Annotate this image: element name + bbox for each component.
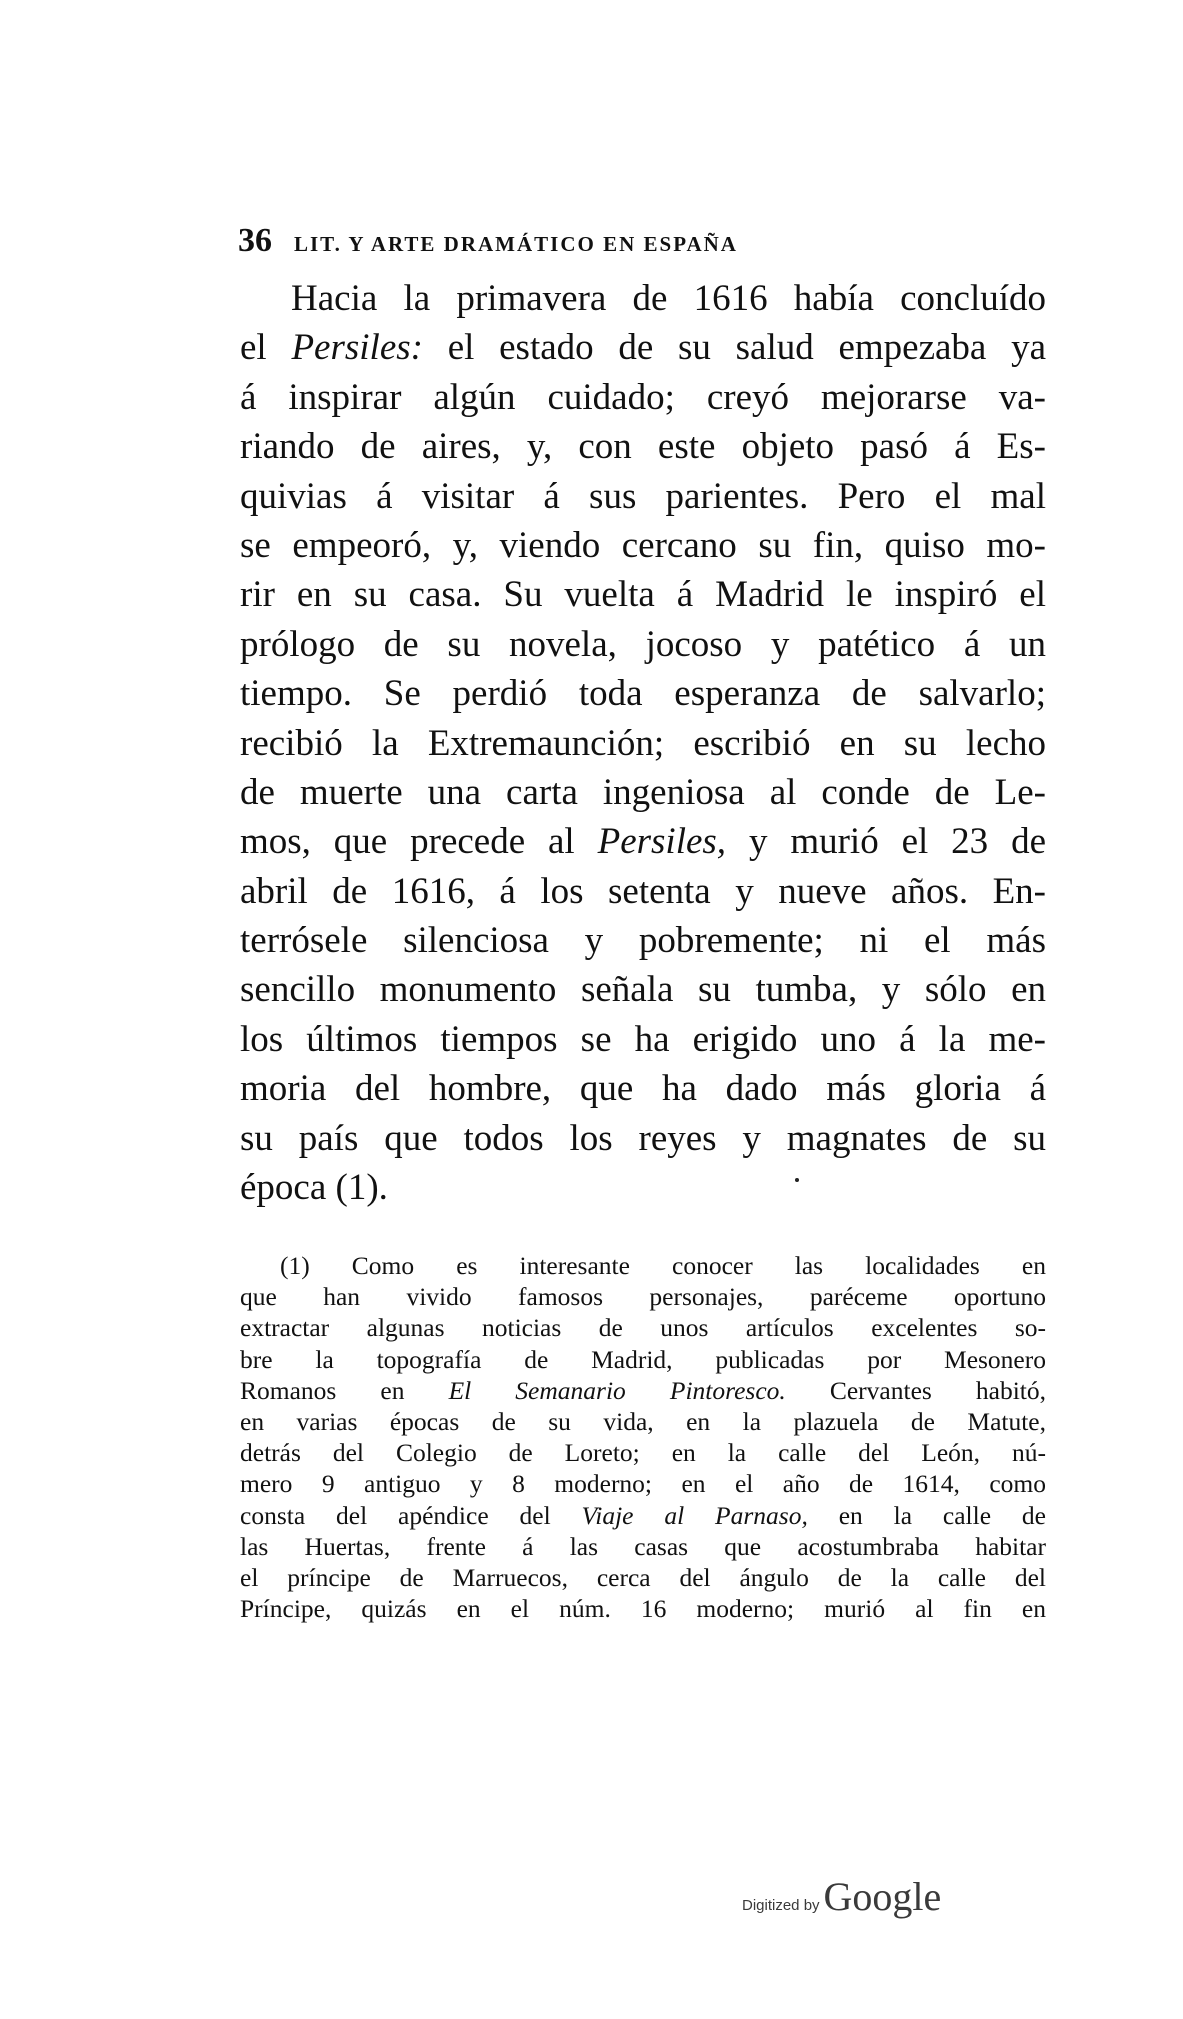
paragraph-line: prólogo de su novela, jocoso y patético á un	[240, 623, 1046, 665]
footnote-line: el príncipe de Marruecos, cerca del ángulo de la calle del	[240, 1562, 1046, 1592]
footnote-line: las Huertas, frente á las casas que acostumbraba habitar	[240, 1531, 1046, 1561]
paragraph-line: moria del hombre, que ha dado más gloria á	[240, 1068, 1046, 1110]
paragraph-line: á inspirar algún cuidado; creyó mejorarse va-	[240, 376, 1046, 418]
paragraph-line: riando de aires, y, con este objeto pasó á Es-	[240, 426, 1046, 468]
page-header	[238, 222, 1038, 258]
italic-title-viaje: Viaje al Parnaso,	[581, 1500, 808, 1530]
text-run: mos, que precede al	[240, 821, 598, 863]
italic-title-persiles: Persiles,	[597, 821, 727, 863]
footnote-line: bre la topografía de Madrid, publicadas por Mesonero	[240, 1344, 1046, 1374]
paragraph-line: abril de 1616, á los setenta y nueve años. En-	[240, 870, 1046, 912]
paragraph-line: su país que todos los reyes y magnates de su	[240, 1117, 1046, 1159]
paragraph-line: se empeoró, y, viendo cercano su fin, quiso mo-	[240, 524, 1046, 566]
text-run: y murió el 23 de	[726, 821, 1046, 863]
text-run: Cervantes habitó,	[785, 1375, 1047, 1405]
paragraph-line: quivias á visitar á sus parientes. Pero el mal	[240, 475, 1046, 517]
text-run: consta del apéndice del	[240, 1500, 582, 1530]
italic-title-semanario: El Semanario Pintoresco.	[448, 1375, 786, 1405]
footnote	[240, 1250, 1046, 1624]
paragraph-line: recibió la Extremaunción; escribió en su lecho	[240, 722, 1046, 764]
text-run: en la calle de	[807, 1500, 1046, 1530]
footnote-line	[240, 1500, 1046, 1531]
footnote-line: en varias épocas de su vida, en la plazuela de Matute,	[240, 1406, 1046, 1436]
paragraph-line: terrósele silenciosa y pobremente; ni el más	[240, 920, 1046, 962]
google-logo: Google	[823, 1874, 942, 1919]
text-run: Romanos en	[240, 1375, 449, 1405]
paragraph-line: los últimos tiempos se ha erigido uno á la me-	[240, 1018, 1046, 1060]
footnote-line: extractar algunas noticias de unos artículos excelentes so-	[240, 1313, 1046, 1343]
paragraph-line: Hacia la primavera de 1616 había concluído	[291, 278, 1046, 319]
digitized-watermark	[742, 1873, 941, 1920]
watermark-prefix: Digitized by	[742, 1897, 820, 1914]
paragraph-line: sencillo monumento señala su tumba, y sólo en	[240, 969, 1046, 1011]
italic-title-persiles: Persiles:	[291, 327, 423, 369]
text-run: el	[240, 327, 292, 369]
footnote-line: Príncipe, quizás en el núm. 16 moderno; murió al fin en	[240, 1594, 1046, 1624]
paragraph-line: tiempo. Se perdió toda esperanza de salvarlo;	[240, 673, 1046, 715]
paragraph-line	[240, 817, 1046, 866]
main-paragraph	[240, 274, 1046, 1212]
print-speck	[795, 1178, 799, 1182]
paragraph-line: de muerte una carta ingeniosa al conde de Le-	[240, 771, 1046, 813]
text-run: el estado de su salud empezaba ya	[422, 327, 1047, 369]
footnote-line: (1) Como es interesante conocer las localidades en	[280, 1251, 1046, 1280]
page-number: 36	[238, 222, 272, 259]
paragraph-line	[240, 323, 1046, 372]
paragraph-line: época (1).	[240, 1167, 388, 1209]
footnote-line: que han vivido famosos personajes, paréceme oportuno	[240, 1282, 1046, 1312]
footnote-line: detrás del Colegio de Loreto; en la calle del León, nú-	[240, 1438, 1046, 1468]
footnote-line	[240, 1375, 1046, 1406]
paragraph-line: rir en su casa. Su vuelta á Madrid le inspiró el	[240, 574, 1046, 616]
footnote-line: mero 9 antiguo y 8 moderno; en el año de 1614, como	[240, 1469, 1046, 1499]
running-title: LIT. Y ARTE DRAMÁTICO EN ESPAÑA	[294, 232, 738, 256]
